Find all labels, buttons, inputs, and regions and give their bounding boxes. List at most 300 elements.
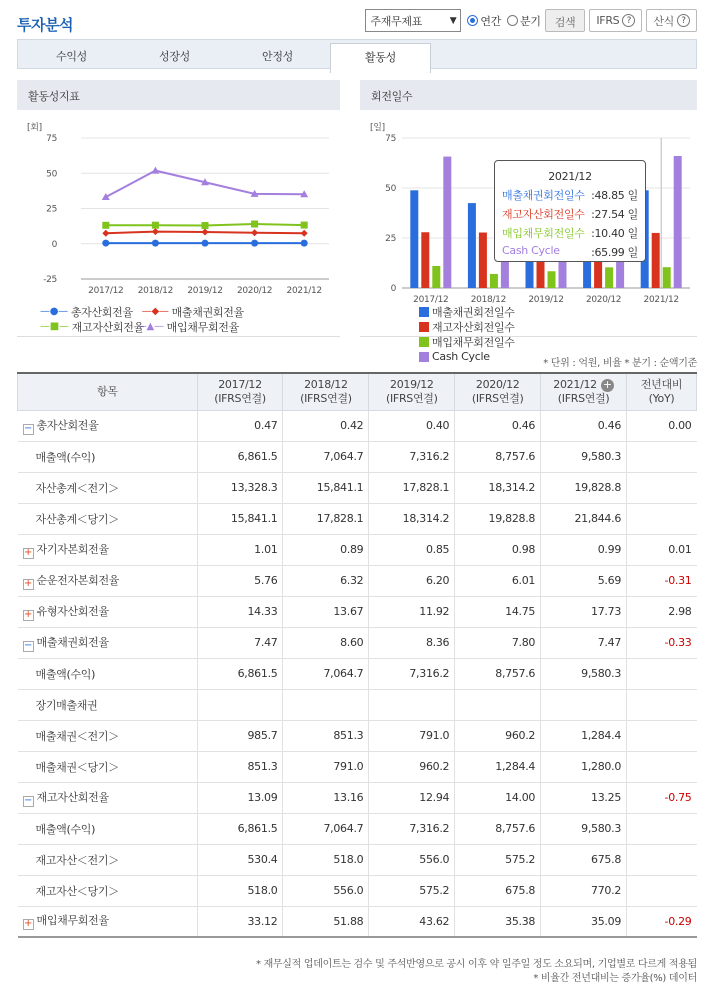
y-axis-unit: [일] xyxy=(370,123,385,133)
value-cell: 9,580.3 xyxy=(541,658,627,689)
legend-item[interactable] xyxy=(419,334,551,349)
row-label[interactable] xyxy=(18,782,198,813)
value-cell: 1,284.4 xyxy=(455,751,541,782)
col-header-sub: (IFRS연결) xyxy=(214,391,266,405)
data-point xyxy=(102,230,109,237)
ifrs-label: IFRS xyxy=(596,14,620,27)
bar xyxy=(421,232,429,288)
value-cell: 13.67 xyxy=(283,596,369,627)
controls xyxy=(365,9,697,32)
bar xyxy=(652,233,660,288)
table-row xyxy=(18,658,697,689)
legend-item[interactable] xyxy=(419,349,545,364)
tooltip-title: 2021/12 xyxy=(548,170,592,183)
value-cell: 675.8 xyxy=(541,844,627,875)
value-cell: 0.85 xyxy=(369,534,455,565)
row-label xyxy=(18,658,198,689)
tab-bar xyxy=(17,39,697,69)
table-row xyxy=(18,503,697,534)
bar xyxy=(605,267,613,288)
col-header-sub: (IFRS연결) xyxy=(471,391,524,405)
statement-select[interactable] xyxy=(365,9,461,32)
value-cell: 556.0 xyxy=(369,844,455,875)
legend-label: 총자산회전율 xyxy=(70,305,133,319)
value-cell: 6,861.5 xyxy=(197,813,283,844)
row-label[interactable] xyxy=(18,906,198,937)
yoy-cell xyxy=(627,813,697,844)
tooltip-row xyxy=(502,206,638,222)
value-cell: 18,314.2 xyxy=(369,503,455,534)
value-cell: 13.25 xyxy=(541,782,627,813)
value-cell: 35.09 xyxy=(541,906,627,937)
expand-icon[interactable]: + xyxy=(23,608,33,620)
bar xyxy=(490,274,498,288)
chevron-down-icon: ▼ xyxy=(449,15,457,26)
value-cell: 17.73 xyxy=(541,596,627,627)
y-tick-label: 0 xyxy=(390,284,396,294)
legend-swatch xyxy=(419,337,429,347)
tooltip-label: 매입채무회전일수 xyxy=(502,227,585,240)
value-cell: 1,284.4 xyxy=(541,720,627,751)
value-cell: 13.16 xyxy=(283,782,369,813)
row-label xyxy=(18,472,198,503)
value-cell: 770.2 xyxy=(541,875,627,906)
legend-swatch xyxy=(419,307,429,317)
yoy-cell xyxy=(627,844,697,875)
value-cell: 0.99 xyxy=(541,534,627,565)
radio-annual-label: 연간 xyxy=(480,14,502,28)
yoy-cell xyxy=(627,751,697,782)
expand-columns-icon[interactable]: + xyxy=(601,379,614,392)
table-row xyxy=(18,720,697,751)
data-point xyxy=(251,221,258,228)
row-label-text: 자기자본회전율 xyxy=(36,542,109,556)
formula-help-button[interactable] xyxy=(646,9,697,32)
col-header-year xyxy=(541,373,627,410)
x-tick-label: 2021/12 xyxy=(643,295,679,305)
table-row xyxy=(18,875,697,906)
table-row xyxy=(18,627,697,658)
row-label[interactable] xyxy=(18,627,198,658)
yoy-cell: 0.00 xyxy=(627,410,697,441)
data-point xyxy=(202,228,209,235)
data-point xyxy=(251,240,258,247)
value-cell: 518.0 xyxy=(283,844,369,875)
x-tick-label: 2020/12 xyxy=(585,295,622,305)
value-cell: 0.46 xyxy=(541,410,627,441)
row-label-text: 총자산회전율 xyxy=(36,418,99,432)
bar xyxy=(674,156,682,288)
yoy-cell: 2.98 xyxy=(627,596,697,627)
col-header-sub: (IFRS연결) xyxy=(300,391,352,405)
legend-item[interactable] xyxy=(137,319,239,334)
activity-chart-title: 활동성지표 xyxy=(17,80,340,110)
y-tick-label: 50 xyxy=(46,169,57,180)
row-label-text: 재고자산회전율 xyxy=(36,790,109,804)
value-cell: 43.62 xyxy=(369,906,455,937)
col-header-label: 2020/12 xyxy=(475,377,520,391)
legend-item[interactable] xyxy=(419,304,551,319)
legend-marker-icon: —■— xyxy=(40,321,69,332)
data-point xyxy=(102,240,109,247)
legend-label: 매입채무회전율 xyxy=(166,320,239,334)
chart-tooltip xyxy=(494,160,646,262)
activity-chart-panel xyxy=(17,80,340,337)
col-header-label: 2018/12 xyxy=(304,377,348,391)
data-point xyxy=(152,228,159,235)
value-cell: 8.60 xyxy=(283,627,369,658)
value-cell: 51.88 xyxy=(283,906,369,937)
value-cell xyxy=(541,689,627,720)
value-cell: 0.98 xyxy=(455,534,541,565)
value-cell: 575.2 xyxy=(369,875,455,906)
value-cell: 17,828.1 xyxy=(283,503,369,534)
table-row xyxy=(18,534,697,565)
value-cell: 7,064.7 xyxy=(283,813,369,844)
footnote-1: * 재무실적 업데이트는 검수 및 주석반영으로 공시 이후 약 일주일 정도 소요되며, 기업별로 다르게 적용됨 xyxy=(255,959,697,970)
y-tick-label: 25 xyxy=(385,234,396,244)
value-cell: 6.01 xyxy=(455,565,541,596)
value-cell xyxy=(369,689,455,720)
search-button[interactable]: 검색 xyxy=(545,9,586,32)
tooltip-row xyxy=(502,187,638,203)
data-point xyxy=(152,240,159,247)
table-row xyxy=(18,906,697,937)
table-row xyxy=(18,565,697,596)
col-header-year xyxy=(369,373,455,410)
data-point xyxy=(301,222,308,229)
row-label xyxy=(18,720,198,751)
radio-checked-icon xyxy=(467,15,478,26)
value-cell: 9,580.3 xyxy=(541,441,627,472)
value-cell: 8,757.6 xyxy=(455,813,541,844)
tab-growth[interactable]: 성장성 xyxy=(159,50,190,63)
tooltip-value: :10.40 일 xyxy=(591,227,638,240)
yoy-cell xyxy=(627,472,697,503)
col-header-label: 전년대비 xyxy=(640,377,683,391)
yoy-cell: 0.01 xyxy=(627,534,697,565)
tooltip-value: :27.54 일 xyxy=(591,208,638,221)
radio-quarter[interactable] xyxy=(507,13,541,29)
col-header-label: 항목 xyxy=(96,384,118,398)
row-label-text: 매출채권＜전기＞ xyxy=(35,729,119,743)
col-header-item xyxy=(18,373,198,410)
value-cell: 7.47 xyxy=(541,627,627,658)
value-cell: 1.01 xyxy=(197,534,283,565)
tooltip-label: Cash Cycle xyxy=(502,244,560,257)
value-cell: 15,841.1 xyxy=(197,503,283,534)
x-tick-label: 2017/12 xyxy=(413,295,449,305)
col-header-label: 2017/12 xyxy=(218,377,262,391)
yoy-cell: -0.31 xyxy=(627,565,697,596)
row-label xyxy=(18,441,198,472)
row-label-text: 자산총계＜전기＞ xyxy=(35,481,119,495)
data-point xyxy=(202,222,209,229)
value-cell: 6,861.5 xyxy=(197,658,283,689)
turnover-days-title: 회전일수 xyxy=(360,80,697,110)
expand-icon[interactable]: + xyxy=(23,577,33,589)
x-tick-label: 2017/12 xyxy=(88,286,124,296)
collapse-icon[interactable]: − xyxy=(23,794,33,806)
page-title: 투자분석 xyxy=(17,16,73,34)
expand-icon[interactable]: + xyxy=(23,918,33,930)
value-cell: 7,316.2 xyxy=(369,813,455,844)
data-point xyxy=(102,222,109,229)
question-icon: ? xyxy=(677,14,690,27)
row-label-text: 자산총계＜당기＞ xyxy=(35,512,119,526)
value-cell: 12.94 xyxy=(369,782,455,813)
table-row xyxy=(18,751,697,782)
row-label[interactable] xyxy=(18,534,198,565)
row-label-text: 유형자산회전율 xyxy=(36,604,109,618)
legend-item[interactable] xyxy=(40,304,133,319)
value-cell: 19,828.8 xyxy=(541,472,627,503)
legend-label: 재고자산회전일수 xyxy=(432,320,515,334)
bar xyxy=(479,233,487,288)
row-label[interactable] xyxy=(18,565,198,596)
legend-label: Cash Cycle xyxy=(432,350,490,363)
value-cell: 7.47 xyxy=(197,627,283,658)
value-cell: 18,314.2 xyxy=(455,472,541,503)
legend-item[interactable] xyxy=(142,304,244,319)
yoy-cell xyxy=(627,720,697,751)
x-tick-label: 2018/12 xyxy=(470,295,507,305)
value-cell: 530.4 xyxy=(197,844,283,875)
col-header-sub: (YoY) xyxy=(648,391,675,405)
table-row xyxy=(18,844,697,875)
value-cell: 6.32 xyxy=(283,565,369,596)
legend-swatch xyxy=(419,352,429,362)
row-label-text: 매출채권＜당기＞ xyxy=(35,760,119,774)
bar xyxy=(410,190,418,288)
legend-label: 매입채무회전일수 xyxy=(432,335,515,349)
value-cell: 13,328.3 xyxy=(197,472,283,503)
legend-swatch xyxy=(419,322,429,332)
col-header-sub: (IFRS연결) xyxy=(557,391,610,405)
row-label xyxy=(18,813,198,844)
value-cell: 9,580.3 xyxy=(541,813,627,844)
value-cell xyxy=(455,689,541,720)
col-header-year xyxy=(283,373,369,410)
y-tick-label: 0 xyxy=(51,239,57,250)
value-cell: 0.40 xyxy=(369,410,455,441)
yoy-cell: -0.75 xyxy=(627,782,697,813)
value-cell: 518.0 xyxy=(197,875,283,906)
radio-unchecked-icon xyxy=(507,15,518,26)
value-cell: 21,844.6 xyxy=(541,503,627,534)
bar xyxy=(663,267,671,288)
tooltip-value: :65.99 일 xyxy=(591,246,638,259)
row-label xyxy=(18,844,198,875)
legend-label: 재고자산회전율 xyxy=(71,320,144,334)
row-label-text: 재고자산＜전기＞ xyxy=(35,853,119,867)
row-label xyxy=(18,875,198,906)
data-point xyxy=(202,240,209,247)
legend-marker-icon: —●— xyxy=(40,306,68,317)
value-cell: 0.47 xyxy=(197,410,283,441)
y-tick-label: 25 xyxy=(46,204,57,215)
activity-line-chart xyxy=(17,110,340,310)
y-tick-label: 50 xyxy=(385,184,396,194)
row-label[interactable] xyxy=(18,410,198,441)
activity-table xyxy=(17,372,697,938)
value-cell: 11.92 xyxy=(369,596,455,627)
table-header-row xyxy=(18,373,697,410)
value-cell xyxy=(283,689,369,720)
tab-profitability[interactable]: 수익성 xyxy=(56,50,87,63)
col-header-year xyxy=(197,373,283,410)
activity-chart-legend xyxy=(40,304,350,334)
row-label[interactable] xyxy=(18,596,198,627)
value-cell: 851.3 xyxy=(197,751,283,782)
data-point xyxy=(301,230,308,237)
tooltip-value: :48.85 일 xyxy=(591,189,638,202)
y-axis-unit: [회] xyxy=(27,123,42,133)
value-cell: 960.2 xyxy=(369,751,455,782)
yoy-cell xyxy=(627,441,697,472)
value-cell: 6,861.5 xyxy=(197,441,283,472)
formula-label: 산식 xyxy=(653,14,674,28)
y-tick-label: 75 xyxy=(46,134,57,144)
table-row xyxy=(18,813,697,844)
tab-activity[interactable]: 활동성 xyxy=(330,43,431,73)
value-cell: 556.0 xyxy=(283,875,369,906)
table-row xyxy=(18,596,697,627)
data-point xyxy=(151,167,159,174)
value-cell: 851.3 xyxy=(283,720,369,751)
value-cell: 0.46 xyxy=(455,410,541,441)
tooltip-label: 재고자산회전일수 xyxy=(502,208,585,221)
value-cell: 0.42 xyxy=(283,410,369,441)
yoy-cell xyxy=(627,689,697,720)
row-label-text: 매출액(수익) xyxy=(35,450,96,464)
expand-icon[interactable]: + xyxy=(23,546,33,558)
value-cell: 19,828.8 xyxy=(455,503,541,534)
x-tick-label: 2019/12 xyxy=(187,286,223,296)
question-icon: ? xyxy=(622,14,635,27)
collapse-icon[interactable]: − xyxy=(23,422,33,434)
table-row xyxy=(18,410,697,441)
y-tick-label: -25 xyxy=(43,275,57,285)
value-cell: 7,064.7 xyxy=(283,441,369,472)
bar xyxy=(468,203,476,288)
row-label-text: 순운전자본회전율 xyxy=(36,573,120,587)
value-cell: 1,280.0 xyxy=(541,751,627,782)
yoy-cell xyxy=(627,503,697,534)
yoy-cell: -0.29 xyxy=(627,906,697,937)
value-cell: 7,064.7 xyxy=(283,658,369,689)
legend-label: 매출채권회전율 xyxy=(171,305,244,319)
legend-marker-icon: —◆— xyxy=(141,306,169,317)
legend-item[interactable] xyxy=(40,319,144,334)
bar xyxy=(432,266,440,288)
value-cell: 960.2 xyxy=(455,720,541,751)
table-row xyxy=(18,782,697,813)
value-cell: 0.89 xyxy=(283,534,369,565)
radio-annual[interactable] xyxy=(467,13,501,29)
radio-quarter-label: 분기 xyxy=(520,14,541,28)
yoy-cell xyxy=(627,875,697,906)
value-cell: 17,828.1 xyxy=(369,472,455,503)
bar xyxy=(443,157,451,288)
value-cell: 35.38 xyxy=(455,906,541,937)
statement-select-value: 주재무제표 xyxy=(370,14,423,28)
x-tick-label: 2020/12 xyxy=(236,286,273,296)
value-cell: 5.69 xyxy=(541,565,627,596)
value-cell: 14.33 xyxy=(197,596,283,627)
value-cell: 7,316.2 xyxy=(369,658,455,689)
tab-stability[interactable]: 안정성 xyxy=(262,50,293,63)
ifrs-help-button[interactable] xyxy=(589,9,642,32)
x-tick-label: 2021/12 xyxy=(286,286,322,296)
table-row xyxy=(18,441,697,472)
data-point xyxy=(152,222,159,229)
tooltip-label: 매출채권회전일수 xyxy=(502,189,585,202)
value-cell: 14.75 xyxy=(455,596,541,627)
bar xyxy=(548,271,556,288)
footnote-2: * 비율간 전년대비는 증가율(%) 데이터 xyxy=(533,973,697,984)
data-point xyxy=(301,240,308,247)
unit-note: * 단위 : 억원, 비율 * 분기 : 순액기준 xyxy=(543,358,697,369)
tooltip-row xyxy=(502,244,638,260)
value-cell: 8,757.6 xyxy=(455,658,541,689)
value-cell: 791.0 xyxy=(369,720,455,751)
value-cell: 14.00 xyxy=(455,782,541,813)
tooltip-row xyxy=(502,225,638,241)
row-label-text: 매출액(수익) xyxy=(35,667,96,681)
table-row xyxy=(18,689,697,720)
value-cell: 575.2 xyxy=(455,844,541,875)
value-cell: 8.36 xyxy=(369,627,455,658)
row-label xyxy=(18,751,198,782)
col-header-sub: (IFRS연결) xyxy=(385,391,438,405)
value-cell: 5.76 xyxy=(197,565,283,596)
data-point xyxy=(251,229,258,236)
value-cell: 8,757.6 xyxy=(455,441,541,472)
col-header-label: 2019/12 xyxy=(390,377,434,391)
yoy-cell xyxy=(627,658,697,689)
value-cell xyxy=(197,689,283,720)
row-label xyxy=(18,689,198,720)
yoy-cell: -0.33 xyxy=(627,627,697,658)
value-cell: 6.20 xyxy=(369,565,455,596)
row-label-text: 매입채무회전율 xyxy=(36,914,109,928)
col-header-yoy xyxy=(627,373,697,410)
row-label-text: 재고자산＜당기＞ xyxy=(35,884,119,898)
value-cell: 675.8 xyxy=(455,875,541,906)
value-cell: 7.80 xyxy=(455,627,541,658)
table-row xyxy=(18,472,697,503)
value-cell: 13.09 xyxy=(197,782,283,813)
row-label-text: 장기매출채권 xyxy=(35,698,98,712)
row-label xyxy=(18,503,198,534)
col-header-label: 2021/12 xyxy=(553,377,597,391)
legend-marker-icon: —▲— xyxy=(136,321,164,332)
legend-label: 매출채권회전일수 xyxy=(432,305,515,319)
row-label-text: 매출액(수익) xyxy=(35,822,96,836)
legend-item[interactable] xyxy=(419,319,545,334)
col-header-year xyxy=(455,373,541,410)
x-tick-label: 2018/12 xyxy=(137,286,174,296)
y-tick-label: 75 xyxy=(385,134,396,144)
value-cell: 7,316.2 xyxy=(369,441,455,472)
value-cell: 33.12 xyxy=(197,906,283,937)
collapse-icon[interactable]: − xyxy=(23,639,33,651)
value-cell: 15,841.1 xyxy=(283,472,369,503)
value-cell: 791.0 xyxy=(283,751,369,782)
row-label-text: 매출채권회전율 xyxy=(36,635,109,649)
x-tick-label: 2019/12 xyxy=(528,295,564,305)
